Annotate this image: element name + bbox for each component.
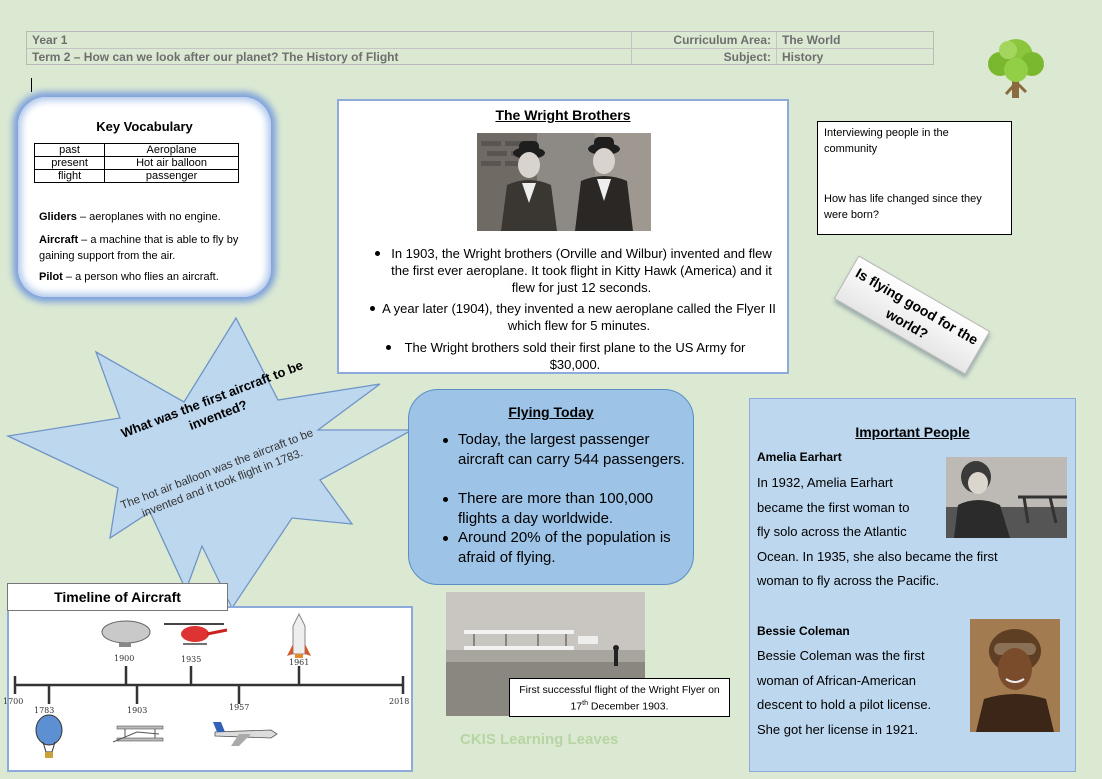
definition-gliders <box>39 209 259 225</box>
wright-bullet-3: The Wright brothers sold their first plane to the US Army for $30,000. <box>404 340 746 372</box>
text-line: descent to hold a pilot license. <box>757 697 932 712</box>
vocab-cell: Hot air balloon <box>105 157 239 170</box>
caption-superscript: th <box>582 700 588 707</box>
definition-term: Gliders <box>39 211 77 223</box>
header-row-1 <box>27 32 933 49</box>
interview-text-2: How has life changed since they were born? <box>824 193 982 221</box>
term-label: Term 2 – How can we look after our planet? The History of Flight <box>32 50 399 64</box>
amelia-earhart-photo <box>946 457 1067 538</box>
subject-label: Subject: <box>723 50 771 64</box>
header-row-2 <box>27 49 933 65</box>
vocab-title: Key Vocabulary <box>96 119 193 134</box>
wright-title: The Wright Brothers <box>495 107 631 123</box>
caption-text: December 1903. <box>587 700 669 713</box>
subject-value: History <box>782 50 824 64</box>
table-row <box>35 144 239 157</box>
person-name-earhart: Amelia Earhart <box>757 450 842 464</box>
text-cursor <box>31 78 32 92</box>
text-line: In 1932, Amelia Earhart <box>757 475 893 490</box>
vocab-table <box>34 143 239 183</box>
timeline-year-start: 1700 <box>3 697 24 706</box>
wright-bullet-1: In 1903, the Wright brothers (Orville and Wilbur) invented and flew the first ever aeroplane. It took flight in Kitty Hawk (America) and it flew for just 12 seconds. <box>391 246 772 295</box>
text-line: woman of African-American <box>757 672 916 688</box>
timeline-box <box>3 606 413 772</box>
timeline-year: 1957 <box>229 703 250 712</box>
vocab-cell: Aeroplane <box>105 144 239 157</box>
vocab-cell: past <box>35 144 105 157</box>
timeline-year: 1900 <box>114 654 135 663</box>
timeline-year-end: 2018 <box>389 697 410 706</box>
bullet-dot <box>443 536 448 541</box>
timeline-graphic <box>9 608 411 770</box>
flying-question-box <box>834 255 991 374</box>
vocab-cell: flight <box>35 170 105 183</box>
today-bullet-3: Around 20% of the population is afraid of flying. <box>458 529 671 566</box>
bessie-coleman-photo <box>970 619 1060 732</box>
interview-text-1: Interviewing people in the community <box>824 127 949 155</box>
timeline-year: 1783 <box>34 706 55 715</box>
curriculum-label: Curriculum Area: <box>673 33 771 47</box>
definition-text: – a person who flies an aircraft. <box>62 271 219 283</box>
header-table <box>26 31 934 65</box>
definition-aircraft <box>39 232 259 264</box>
text-line: She got her license in 1921. <box>757 721 919 737</box>
bullet-dot <box>375 251 380 256</box>
definition-term: Aircraft <box>39 234 79 246</box>
bullet-dot <box>370 306 375 311</box>
text-line: woman to fly across the Pacific. <box>757 573 940 588</box>
header-divider <box>776 32 777 64</box>
text-line: Ocean. In 1935, she also became the first <box>757 548 998 564</box>
definition-text: – aeroplanes with no engine. <box>76 211 221 223</box>
today-title: Flying Today <box>508 404 594 420</box>
timeline-year: 1935 <box>181 655 202 664</box>
vocab-cell: present <box>35 157 105 170</box>
flying-today-box <box>408 389 694 585</box>
starburst-question: What was the first aircraft to be invented? <box>118 357 306 441</box>
bullet-dot <box>443 497 448 502</box>
definition-pilot <box>39 269 259 285</box>
text-line: became the first woman to <box>757 499 910 515</box>
person-name-coleman: Bessie Coleman <box>757 624 850 638</box>
today-bullet-2: There are more than 100,000 flights a day worldwide. <box>458 490 654 527</box>
interview-box <box>817 121 1012 235</box>
header-divider <box>631 32 632 64</box>
flyer-caption <box>509 678 730 717</box>
timeline-year: 1961 <box>289 658 310 667</box>
flying-question-text: Is flying good for the world? <box>853 264 981 348</box>
timeline-year: 1903 <box>127 706 148 715</box>
caption-text: First successful flight of the Wright Flyer on 17 <box>519 684 720 713</box>
definition-term: Pilot <box>39 271 63 283</box>
year-label: Year 1 <box>32 33 68 47</box>
starburst-answer: The hot air balloon was the aircraft to be invented and it took flight in 1783. <box>119 427 316 520</box>
person-text-coleman <box>757 644 967 742</box>
wright-bullet-2: A year later (1904), they invented a new aeroplane called the Flyer II which flew for 5 minutes. <box>382 301 776 333</box>
tree-icon <box>986 34 1046 100</box>
people-title: Important People <box>855 424 970 440</box>
timeline-title: Timeline of Aircraft <box>7 583 228 611</box>
bullet-dot <box>443 438 448 443</box>
text-line: fly solo across the Atlantic <box>757 524 907 539</box>
curriculum-value: The World <box>782 33 841 47</box>
today-bullet-1: Today, the largest passenger aircraft can carry 544 passengers. <box>458 431 685 468</box>
table-row <box>35 157 239 170</box>
vocab-cell: passenger <box>105 170 239 183</box>
wright-brothers-photo <box>477 133 651 231</box>
text-line: Bessie Coleman was the first <box>757 648 925 663</box>
brand-watermark: CKIS Learning Leaves <box>460 731 619 748</box>
definition-text: – a machine that is able to fly by gaining support from the air. <box>39 234 239 262</box>
key-vocabulary-box <box>18 97 271 297</box>
table-row <box>35 170 239 183</box>
important-people-box <box>749 398 1076 772</box>
